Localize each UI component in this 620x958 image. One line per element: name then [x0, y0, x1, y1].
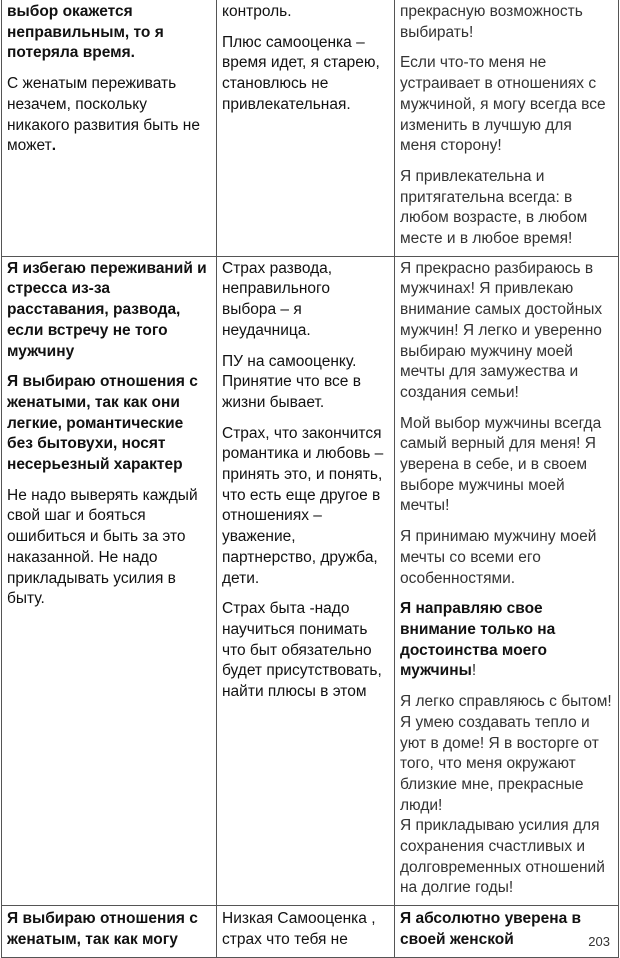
- table-row: [2, 0, 619, 256]
- cell-paragraph: выбор окажется неправильным, то я потеряла время.: [7, 3, 164, 62]
- table-cell-affirmation: [395, 256, 619, 905]
- cell-paragraph: Если что-то меня не устраивает в отношениях с мужчиной, я могу всегда все изменить в лучшую для меня сторону!: [400, 54, 606, 155]
- cell-paragraph: С женатым переживать незачем, поскольку никакого развития быть не может.: [7, 75, 200, 155]
- table-row: [2, 906, 619, 957]
- cell-paragraph: Я прикладываю усилия для сохранения счастливых и долговременных отношений на долгие годы!: [400, 817, 605, 897]
- cell-paragraph: Я принимаю мужчину моей мечты со всеми его особенностями.: [400, 528, 597, 587]
- cell-paragraph: Плюс самооценка – время идет, я старею, становлюсь не привлекательная.: [222, 33, 380, 113]
- table-cell-belief: [2, 256, 217, 905]
- content-table: [1, 0, 619, 958]
- cell-paragraph: Я направляю свое внимание только на достоинства моего мужчины!: [400, 600, 556, 680]
- table-cell-fear: [217, 906, 395, 957]
- cell-paragraph: Я выбираю отношения с женатыми, так как они легкие, романтические без бытовухи, носят несерьезный характер: [7, 373, 198, 474]
- cell-paragraph: Я абсолютно уверена в своей женской: [400, 910, 582, 948]
- table-cell-belief: [2, 0, 217, 256]
- cell-paragraph: Я выбираю отношения с женатым, так как могу: [7, 910, 198, 948]
- page-number: 203: [588, 934, 610, 949]
- cell-paragraph: Я прекрасно разбираюсь в мужчинах! Я привлекаю внимание самых достойных мужчин! Я легко и уверенно выбираю мужчину моей мечты для замужества и создания семьи!: [400, 259, 603, 401]
- table-row: [2, 256, 619, 905]
- cell-paragraph: Я привлекательна и притягательна всегда: в любом возрасте, в любом месте и в любое время!: [400, 167, 588, 248]
- cell-paragraph: Не надо выверять каждый свой шаг и бояться ошибиться и быть за это наказанной. Не надо прикладывать усилия в быту.: [7, 486, 198, 608]
- table-cell-fear: [217, 0, 395, 256]
- table-cell-affirmation: [395, 906, 619, 957]
- cell-paragraph: Страх быта -надо научиться понимать что быт обязательно будет присутствовать, найти плюсы в этом: [222, 600, 382, 701]
- cell-paragraph: Я легко справляюсь с бытом! Я умею создавать тепло и уют в доме! Я в восторге от того, что меня окружают близкие мне, прекрасные люди!: [400, 693, 612, 814]
- table-cell-fear: [217, 256, 395, 905]
- table-cell-belief: [2, 906, 217, 957]
- cell-paragraph: Мой выбор мужчины всегда самый верный для меня! Я уверена в себе, и в своем выборе мужчины моей мечты!: [400, 414, 602, 515]
- cell-paragraph: ПУ на самооценку. Принятие что все в жизни бывает.: [222, 352, 361, 411]
- cell-paragraph: Я избегаю переживаний и стресса из-за расставания, развода, если встречу не того мужчину: [7, 259, 207, 360]
- table-cell-affirmation: [395, 0, 619, 256]
- cell-paragraph: прекрасную возможность выбирать!: [400, 3, 583, 41]
- cell-paragraph: Страх, что закончится романтика и любовь – принять это, и понять, что есть еще другое в отношениях – уважение, партнерство, дружба, дети.: [222, 424, 384, 587]
- cell-paragraph: Низкая Самооценка , страх что тебя не: [222, 910, 376, 948]
- cell-paragraph: Страх развода, неправильного выбора – я неудачница.: [222, 259, 333, 339]
- cell-paragraph: контроль.: [222, 3, 292, 20]
